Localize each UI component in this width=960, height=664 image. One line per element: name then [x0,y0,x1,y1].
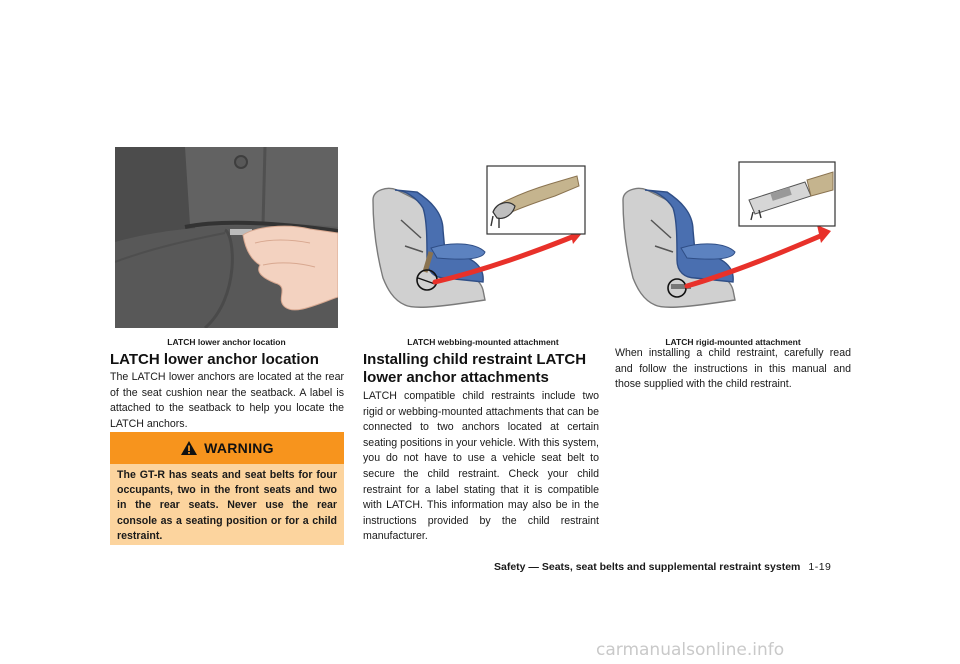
section-body-instructions: When installing a child restraint, carefully read and follow the instructions in this manual and those supplied with the child restraint. [615,347,851,391]
page-footer [494,561,874,573]
section-body-installing: LATCH compatible child restraints include two rigid or webbing-mounted attachments that can be connected to two anchors located at certain seating positions in your vehicle. With this system, you do not have to use a vehicle seat belt to secure the child restraint. Check your child restraint for a label stating that it is compatible with LATCH. This information may also be in the instructions provided by the child restraint manufacturer. [363,390,599,543]
rigid-mounted-illustration [615,160,840,310]
latch-anchor-photo [115,147,338,328]
watermark: carmanualsonline.info [596,640,785,660]
warning-triangle-icon [180,440,198,456]
warning-title: WARNING [204,440,274,456]
warning-box [110,432,344,545]
footer-section-title: Safety — Seats, seat belts and supplemental restraint system [494,561,801,573]
caption-anchor-location: LATCH lower anchor location [167,337,286,347]
section-heading-anchor-location: LATCH lower anchor location [110,351,319,368]
warning-text: The GT-R has seats and seat belts for four occupants, two in the front seats and two in the rear seats. Never use the rear console as a seating position or for a child restraint. [117,469,337,542]
caption-rigid-mounted: LATCH rigid-mounted attachment [665,337,801,347]
section-body-anchor-location: The LATCH lower anchors are located at the rear of the seat cushion near the seatback. A label is attached to the seatback to help you locate the LATCH anchors. [110,371,344,430]
caption-webbing-mounted: LATCH webbing-mounted attachment [407,337,559,347]
section-heading-installing: Installing child restraint LATCH lower anchor attachments [363,351,587,386]
warning-header [110,432,344,464]
webbing-mounted-illustration [365,160,590,310]
page-number: 1-19 [808,561,832,573]
